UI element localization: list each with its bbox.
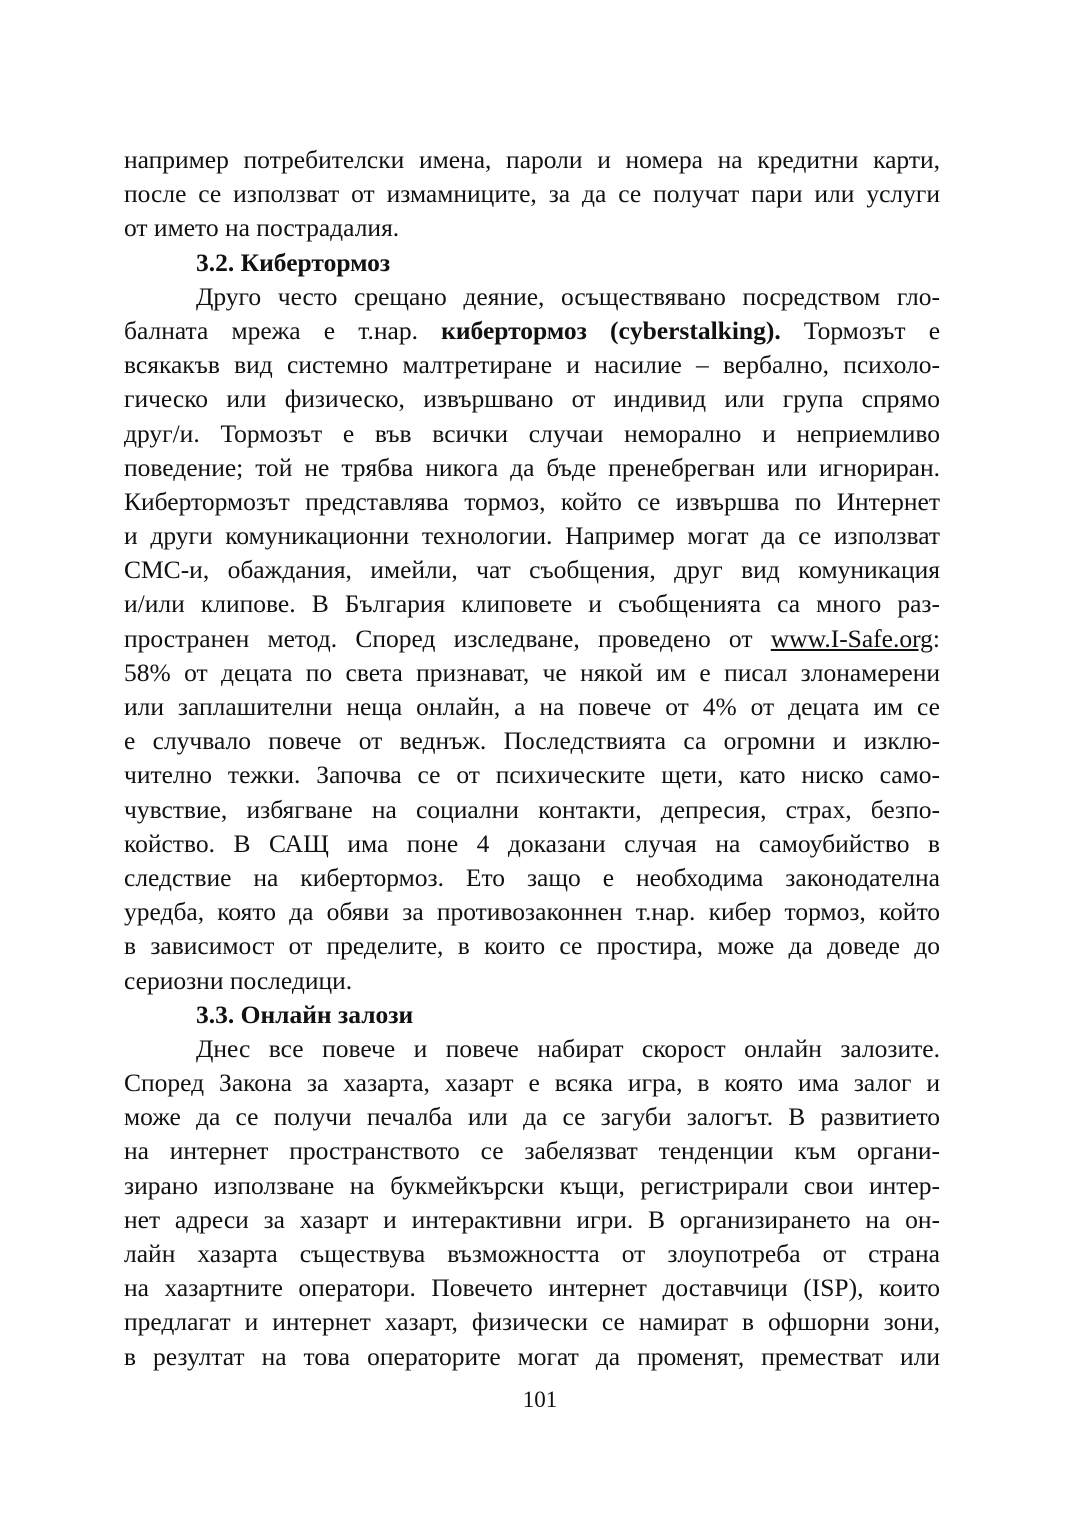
- body-line: [124, 314, 940, 348]
- body-line: предлагат и интернет хазарт, физически се намират в офшорни зони,: [124, 1307, 940, 1337]
- body-text: [124, 143, 940, 1374]
- body-line: всякакъв вид системно малтретиране и насилие – вербално, психоло-: [124, 350, 940, 380]
- body-line: Кибертормозът представлява тормоз, който се извършва по Интернет: [124, 486, 940, 516]
- body-line: в зависимост от пределите, в които се простира, може да доведе до: [124, 931, 940, 961]
- body-line: друг/и. Тормозът е във всички случаи неморално и неприемливо: [124, 418, 940, 448]
- body-line: Според Закона за хазарта, хазарт е всяка игра, в която има залог и: [124, 1068, 940, 1098]
- body-line: следствие на кибертормоз. Ето защо е необходима законодателна: [124, 862, 940, 892]
- body-line: гическо или физическо, извършвано от индивид или група спрямо: [124, 384, 940, 414]
- body-line: уредба, която да обяви за противозаконнен т.нар. кибер тормоз, който: [124, 897, 940, 927]
- body-line: и/или клипове. В България клиповете и съобщенията са много раз-: [124, 589, 940, 619]
- body-line: 58% от децата по света признават, че някой им е писал злонамерени: [124, 657, 940, 687]
- body-line: и други комуникационни технологии. Например могат да се използват: [124, 521, 940, 551]
- body-line: чително тежки. Започва се от психическите щети, като ниско само-: [124, 760, 940, 790]
- body-line: поведение; той не трябва никога да бъде пренебрегван или игнориран.: [124, 452, 940, 482]
- section-heading: 3.2. Кибертормоз: [196, 247, 391, 277]
- body-line: сериозни последици.: [124, 965, 353, 995]
- body-line: на хазартните оператори. Повечето интернет доставчици (ISP), които: [124, 1273, 940, 1303]
- text-run: :: [932, 623, 940, 653]
- body-line: СМС-и, обаждания, имейли, чат съобщения, друг вид комуникация: [124, 555, 940, 585]
- body-line: на интернет пространството се забелязват тенденции към органи-: [124, 1136, 940, 1166]
- body-line: е случвало повече от веднъж. Последствията са огромни и изклю-: [124, 726, 940, 756]
- body-line: може да се получи печалба или да се загуби залогът. В развитието: [124, 1102, 940, 1132]
- text-run: пространен метод. Според изследване, проведено от: [124, 623, 753, 653]
- body-line: чувствие, избягване на социални контакти, депресия, страх, безпо-: [124, 794, 940, 824]
- body-line: в резултат на това операторите могат да променят, преместват или: [124, 1341, 940, 1371]
- body-line: койство. В САЩ има поне 4 доказани случая на самоубийство в: [124, 828, 940, 858]
- body-line: Днес все повече и повече набират скорост онлайн залозите.: [196, 1033, 940, 1063]
- body-line: лайн хазарта съществува възможността от злоупотреба от страна: [124, 1239, 940, 1268]
- body-line: нет адреси за хазарт и интерактивни игри. В организирането на он-: [124, 1204, 940, 1234]
- page-number: 101: [522, 1387, 558, 1412]
- body-line: [124, 622, 940, 656]
- body-line: зирано използване на букмейкърски къщи, регистрирали свои интер-: [124, 1170, 940, 1200]
- bold-term: кибертормоз (cyberstalking).: [441, 315, 781, 345]
- body-line: или заплашителни неща онлайн, а на повече от 4% от децата им се: [124, 692, 940, 721]
- body-line: после се използват от измамниците, за да се получат пари или услуги: [124, 179, 940, 209]
- text-run: Тормозът е: [803, 315, 941, 345]
- body-line: от името на пострадалия.: [124, 213, 400, 243]
- website-link[interactable]: www.I-Safe.org: [770, 623, 933, 653]
- text-run: балната мрежа е т.нар.: [124, 315, 418, 345]
- body-line: Друго често срещано деяние, осъществявано посредством гло-: [196, 281, 940, 311]
- section-heading: 3.3. Онлайн залози: [196, 999, 414, 1029]
- body-line: например потребителски имена, пароли и номера на кредитни карти,: [124, 145, 940, 174]
